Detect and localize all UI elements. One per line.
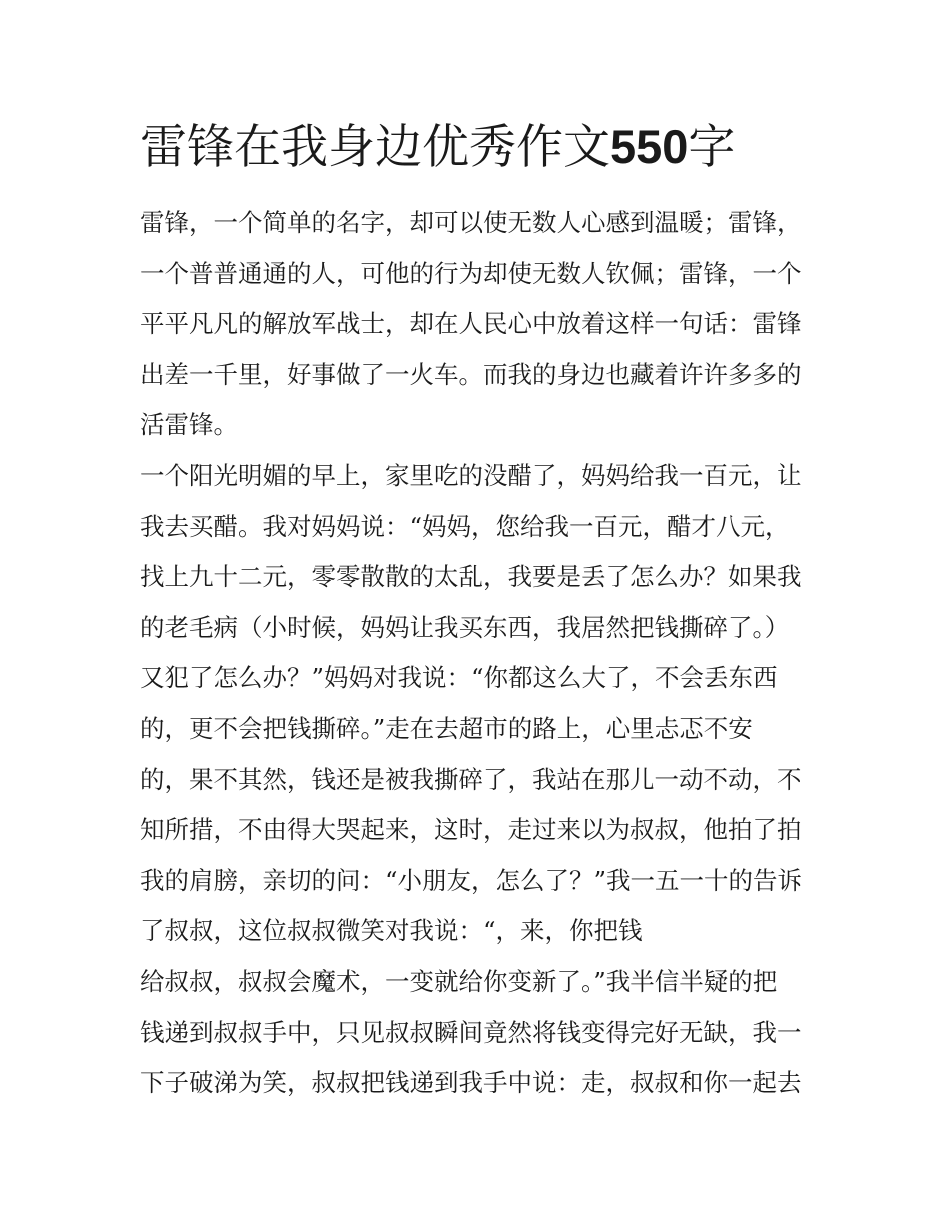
text-line: 平平凡凡的解放军战士，却在人民心中放着这样一句话：雷锋 (140, 309, 802, 339)
text-line: 给叔叔，叔叔会魔术，一变就给你变新了。”我半信半疑的把 (140, 966, 778, 996)
text-line: 的，更不会把钱撕碎。”走在去超市的路上，心里忐忑不安 (140, 713, 753, 743)
text-line: 一个普普通通的人，可他的行为却使无数人钦佩；雷锋，一个 (140, 258, 802, 288)
text-line: 的老毛病（小时候，妈妈让我买东西，我居然把钱撕碎了。） (140, 612, 790, 642)
text-line: 我的肩膀，亲切的问：“小朋友，怎么了？”我一五一十的告诉 (140, 865, 803, 895)
text-line: 了叔叔，这位叔叔微笑对我说：“，来，你把钱 (140, 916, 643, 946)
text-line: 的，果不其然，钱还是被我撕碎了，我站在那儿一动不动，不 (140, 764, 802, 794)
text-line: 雷锋，一个简单的名字，却可以使无数人心感到温暖；雷锋， (140, 208, 802, 237)
text-line: 找上九十二元，零零散散的太乱，我要是丢了怎么办？如果我 (140, 562, 802, 592)
text-line: 出差一千里，好事做了一火车。而我的身边也藏着许许多多的 (140, 359, 802, 389)
document-body (140, 198, 830, 1109)
text-line: 我去买醋。我对妈妈说：“妈妈，您给我一百元，醋才八元， (140, 511, 790, 541)
document-title (140, 112, 840, 183)
text-line: 知所措，不由得大哭起来，这时，走过来以为叔叔，他拍了拍 (140, 815, 802, 845)
title-number: 550 (610, 120, 689, 173)
text-line: 下子破涕为笑，叔叔把钱递到我手中说：走，叔叔和你一起去 (140, 1068, 802, 1098)
text-line: 活雷锋。 (140, 410, 238, 440)
title-suffix: 字 (688, 120, 736, 175)
text-line: 钱递到叔叔手中，只见叔叔瞬间竟然将钱变得完好无缺，我一 (140, 1017, 802, 1047)
text-line: 一个阳光明媚的早上，家里吃的没醋了，妈妈给我一百元，让 (140, 460, 802, 490)
title-text: 雷锋在我身边优秀作文 (140, 120, 610, 175)
text-line: 又犯了怎么办？”妈妈对我说：“你都这么大了，不会丢东西 (140, 663, 778, 693)
